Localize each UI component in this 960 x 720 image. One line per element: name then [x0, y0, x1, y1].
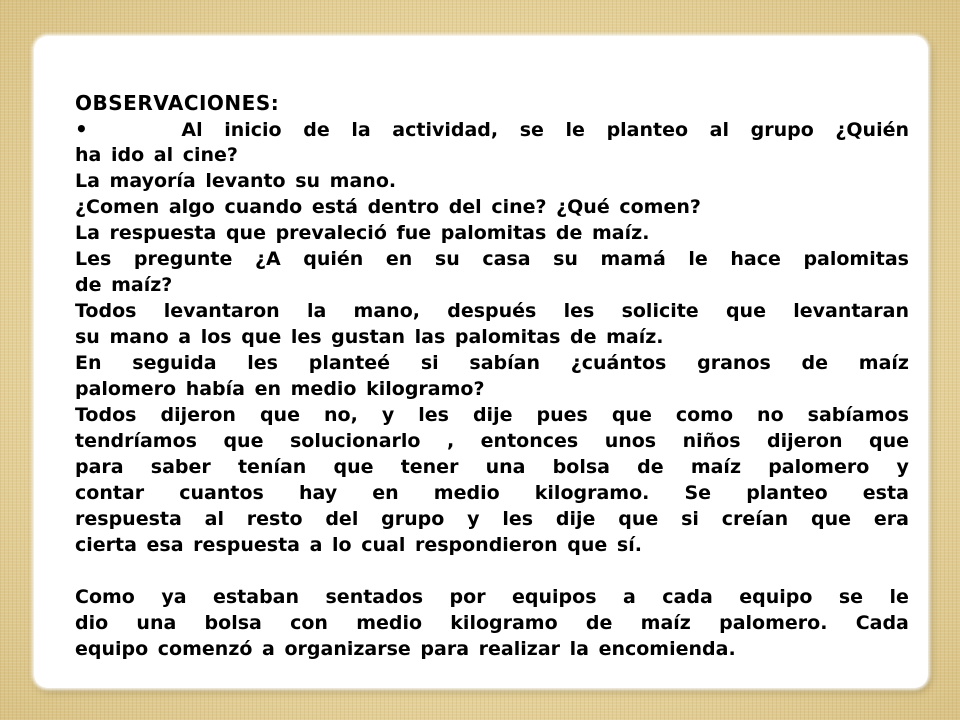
- word: y: [467, 508, 480, 530]
- text-line: [75, 428, 909, 454]
- word: tenían: [237, 456, 307, 478]
- word: Cada: [855, 612, 909, 634]
- text-line: [75, 402, 909, 428]
- word: dije: [555, 508, 596, 530]
- word: al: [204, 508, 224, 530]
- word: solucionarlo: [289, 430, 421, 452]
- text-line: [75, 454, 909, 480]
- word: en: [385, 248, 413, 270]
- word: planteo: [746, 482, 828, 504]
- word: ¿A: [254, 248, 281, 270]
- blank-line: [75, 558, 909, 584]
- word: Al: [181, 119, 203, 141]
- word: si: [420, 352, 439, 374]
- word: ¿cuántos: [570, 352, 667, 374]
- word: cuantos: [179, 482, 264, 504]
- word: bolsa: [204, 612, 262, 634]
- line-text: cierta esa respuesta a lo cual respondieron que sí.: [75, 534, 642, 556]
- word: al: [709, 119, 729, 141]
- line-text: su mano a los que les gustan las palomitas de maíz.: [75, 326, 664, 348]
- observations-body: [75, 116, 909, 662]
- word: a: [622, 586, 636, 608]
- word: dijeron: [160, 404, 236, 426]
- line-text: La respuesta que prevaleció fue palomitas de maíz.: [75, 222, 650, 244]
- word: les: [247, 352, 278, 374]
- word: se: [838, 586, 864, 608]
- text-line: [75, 532, 909, 558]
- word: de: [585, 612, 613, 634]
- word: grupo: [750, 119, 814, 141]
- word: pregunte: [133, 248, 233, 270]
- text-line: [75, 298, 909, 324]
- word: que: [223, 430, 264, 452]
- word: medio: [433, 482, 500, 504]
- word: sabían: [469, 352, 540, 374]
- word: dijeron: [767, 430, 843, 452]
- word: Se: [684, 482, 712, 504]
- word: maíz: [858, 352, 909, 374]
- word: bolsa: [552, 456, 610, 478]
- observations-text-block: [75, 90, 909, 662]
- word: quién: [303, 248, 364, 270]
- text-line: [75, 324, 909, 350]
- word: creían: [721, 508, 789, 530]
- word: la: [306, 300, 327, 322]
- word: grupo: [381, 508, 445, 530]
- text-line: [75, 272, 909, 298]
- text-line: [75, 506, 909, 532]
- text-line: [75, 636, 909, 662]
- word: granos: [697, 352, 771, 374]
- word: la: [351, 119, 371, 141]
- word: levantaran: [793, 300, 909, 322]
- word: que: [868, 430, 909, 452]
- line-text: equipo comenzó a organizarse para realizar la encomienda.: [75, 638, 736, 660]
- word: y: [896, 456, 909, 478]
- word: le: [565, 119, 585, 141]
- word: que: [611, 404, 652, 426]
- text-line: [75, 142, 909, 168]
- line-text: ha ido al cine?: [75, 144, 238, 166]
- word: sentados: [325, 586, 424, 608]
- word: casa: [482, 248, 531, 270]
- word: palomero: [768, 456, 870, 478]
- word: en: [372, 482, 399, 504]
- word: contar: [75, 482, 145, 504]
- word: de: [801, 352, 829, 374]
- word: que: [618, 508, 659, 530]
- text-line: [75, 376, 909, 402]
- word: se: [519, 119, 544, 141]
- word: maíz: [640, 612, 691, 634]
- word: palomero.: [719, 612, 828, 634]
- word: tener: [400, 456, 459, 478]
- word: dio: [75, 612, 109, 634]
- word: le: [688, 248, 708, 270]
- line-text: La mayoría levanto su mano.: [75, 170, 397, 192]
- word: estaban: [212, 586, 300, 608]
- word: su: [434, 248, 460, 270]
- word: les: [563, 300, 595, 322]
- bullet-icon: •: [75, 117, 88, 141]
- word: les: [418, 404, 449, 426]
- word: tendríamos: [75, 430, 197, 452]
- word: del: [325, 508, 359, 530]
- bullet-gap: [88, 116, 160, 142]
- word: por: [449, 586, 486, 608]
- text-line: [75, 350, 909, 376]
- text-line: [75, 480, 909, 506]
- word: saber: [150, 456, 211, 478]
- word: actividad,: [392, 119, 499, 141]
- word: seguida: [132, 352, 217, 374]
- word: mano,: [353, 300, 420, 322]
- word: que: [725, 300, 766, 322]
- word: palomitas: [803, 248, 909, 270]
- text-line: [75, 194, 909, 220]
- word: levantaron: [163, 300, 280, 322]
- word: kilogramo.: [534, 482, 650, 504]
- word: respuesta: [75, 508, 182, 530]
- word: kilogramo: [450, 612, 558, 634]
- word: Todos: [75, 404, 137, 426]
- word: hace: [730, 248, 781, 270]
- word: les: [502, 508, 534, 530]
- word: de: [303, 119, 330, 141]
- word: y: [381, 404, 395, 426]
- word: ¿Quién: [835, 119, 909, 141]
- bullet-lead: [75, 116, 160, 142]
- word: inicio: [224, 119, 282, 141]
- word: En: [75, 352, 102, 374]
- word: entonces: [480, 430, 579, 452]
- word: Como: [75, 586, 135, 608]
- text-line: [75, 584, 909, 610]
- word: solicite: [621, 300, 699, 322]
- word: hay: [298, 482, 338, 504]
- word: su: [553, 248, 578, 270]
- word: con: [290, 612, 328, 634]
- word: esta: [862, 482, 909, 504]
- word: que: [259, 404, 300, 426]
- line-text: ¿Comen algo cuando está dentro del cine? ¿Qué comen?: [75, 196, 701, 218]
- word: si: [681, 508, 699, 530]
- line-text: palomero había en medio kilogramo?: [75, 378, 485, 400]
- word: sabíamos: [807, 404, 909, 426]
- word: Les: [75, 248, 112, 270]
- text-line: [75, 220, 909, 246]
- word: equipo: [739, 586, 813, 608]
- word: como: [675, 404, 734, 426]
- word: no: [757, 404, 784, 426]
- word: cada: [662, 586, 713, 608]
- word: no,: [323, 404, 358, 426]
- word: para: [75, 456, 124, 478]
- word: niños: [682, 430, 741, 452]
- word: planteé: [308, 352, 391, 374]
- word: Todos: [75, 300, 137, 322]
- word: equipos: [512, 586, 597, 608]
- word: unos: [604, 430, 657, 452]
- line-text: de maíz?: [75, 274, 173, 296]
- word: maíz: [690, 456, 742, 478]
- word: ,: [446, 430, 455, 452]
- word: resto: [246, 508, 303, 530]
- observations-heading: OBSERVACIONES:: [75, 91, 280, 115]
- text-line: [75, 168, 909, 194]
- word: que: [333, 456, 374, 478]
- word: planteo: [606, 119, 689, 141]
- word: mamá: [600, 248, 666, 270]
- word: una: [136, 612, 177, 634]
- word: dije: [472, 404, 513, 426]
- text-line: [75, 116, 909, 142]
- word: ya: [161, 586, 187, 608]
- text-line: [75, 610, 909, 636]
- word: que: [810, 508, 851, 530]
- word: era: [873, 508, 909, 530]
- word: medio: [356, 612, 423, 634]
- word: pues: [536, 404, 588, 426]
- text-line: [75, 246, 909, 272]
- word: de: [637, 456, 664, 478]
- word: después: [447, 300, 537, 322]
- word: le: [889, 586, 909, 608]
- word: una: [485, 456, 526, 478]
